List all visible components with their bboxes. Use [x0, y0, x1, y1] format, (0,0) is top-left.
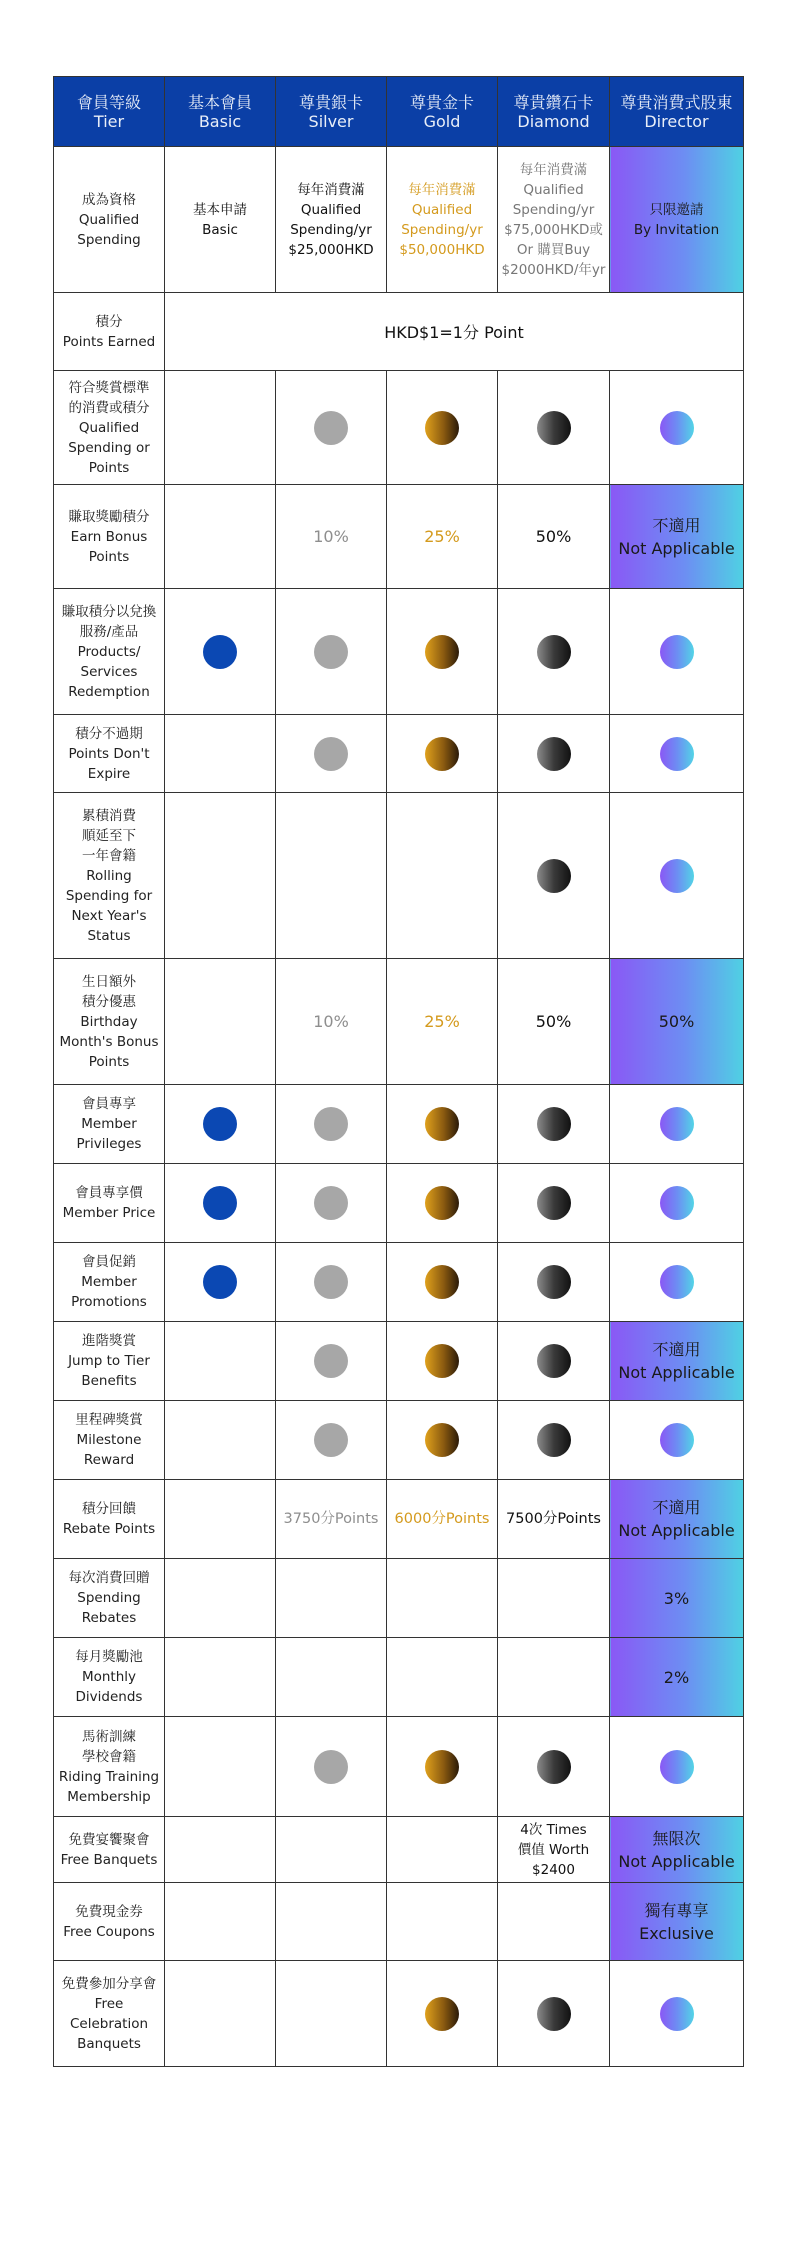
- diamond-tier-dot-icon: [537, 635, 571, 669]
- row-label: 馬術訓練 學校會籍 Riding Training Membership: [54, 1717, 165, 1817]
- basic-cell: [165, 793, 276, 959]
- table-row: [54, 1961, 744, 2067]
- director-cell: [610, 1164, 744, 1243]
- director-tier-dot-icon: [660, 1423, 694, 1457]
- row-label: 積分不過期 Points Don't Expire: [54, 715, 165, 793]
- diamond-tier-dot-icon: [537, 737, 571, 771]
- diamond-cell: [498, 371, 610, 485]
- director-tier-dot-icon: [660, 1997, 694, 2031]
- gold-tier-dot-icon: [425, 1423, 459, 1457]
- gold-cell: [387, 1817, 498, 1883]
- diamond-cell: [498, 1164, 610, 1243]
- silver-cell: [276, 589, 387, 715]
- director-cell: 3%: [610, 1559, 744, 1638]
- row-label: 進階獎賞 Jump to Tier Benefits: [54, 1322, 165, 1401]
- director-cell: 獨有專享 Exclusive: [610, 1883, 744, 1961]
- silver-tier-dot-icon: [314, 411, 348, 445]
- table-row: [54, 1243, 744, 1322]
- row-label: 會員專享 Member Privileges: [54, 1085, 165, 1164]
- points-earned-rate: HKD$1=1分 Point: [165, 293, 744, 371]
- table-row: [54, 589, 744, 715]
- header-diamond: 尊貴鑽石卡 Diamond: [498, 77, 610, 147]
- row-label: 會員促銷 Member Promotions: [54, 1243, 165, 1322]
- gold-tier-dot-icon: [425, 411, 459, 445]
- row-label: 符合獎賞標準 的消費或積分 Qualified Spending or Points: [54, 371, 165, 485]
- silver-cell: [276, 1638, 387, 1717]
- table-row: [54, 485, 744, 589]
- row-label: 會員專享價 Member Price: [54, 1164, 165, 1243]
- gold-cell: [387, 1961, 498, 2067]
- table-row: [54, 1559, 744, 1638]
- diamond-cell: [498, 1638, 610, 1717]
- basic-cell: 基本申請 Basic: [165, 147, 276, 293]
- table-row: [54, 959, 744, 1085]
- diamond-tier-dot-icon: [537, 1107, 571, 1141]
- silver-cell: 10%: [276, 959, 387, 1085]
- basic-cell: [165, 1480, 276, 1559]
- table-row: [54, 1638, 744, 1717]
- silver-tier-dot-icon: [314, 1186, 348, 1220]
- table-row: [54, 1401, 744, 1480]
- diamond-tier-dot-icon: [537, 1750, 571, 1784]
- header-director: 尊貴消費式股東 Director: [610, 77, 744, 147]
- gold-cell: 6000分Points: [387, 1480, 498, 1559]
- table-header-row: [54, 77, 744, 147]
- row-label: 里程碑獎賞 Milestone Reward: [54, 1401, 165, 1480]
- diamond-cell: 50%: [498, 485, 610, 589]
- diamond-cell: [498, 1322, 610, 1401]
- row-label: 成為資格 Qualified Spending: [54, 147, 165, 293]
- director-cell: 不適用 Not Applicable: [610, 1322, 744, 1401]
- director-tier-dot-icon: [660, 411, 694, 445]
- gold-cell: [387, 793, 498, 959]
- gold-cell: [387, 1638, 498, 1717]
- diamond-cell: [498, 1559, 610, 1638]
- gold-cell: [387, 1164, 498, 1243]
- director-tier-dot-icon: [660, 1265, 694, 1299]
- row-label: 每次消費回贈 Spending Rebates: [54, 1559, 165, 1638]
- basic-cell: [165, 589, 276, 715]
- gold-tier-dot-icon: [425, 1750, 459, 1784]
- gold-cell: 每年消費滿 Qualified Spending/yr $50,000HKD: [387, 147, 498, 293]
- row-label: 生日額外 積分優惠 Birthday Month's Bonus Points: [54, 959, 165, 1085]
- diamond-cell: [498, 1085, 610, 1164]
- silver-cell: [276, 1717, 387, 1817]
- row-label: 累積消費 順延至下 一年會籍 Rolling Spending for Next Year's Status: [54, 793, 165, 959]
- director-tier-dot-icon: [660, 1750, 694, 1784]
- gold-tier-dot-icon: [425, 1997, 459, 2031]
- diamond-cell: 每年消費滿 Qualified Spending/yr $75,000HKD或 Or 購買Buy $2000HKD/年yr: [498, 147, 610, 293]
- basic-cell: [165, 959, 276, 1085]
- director-tier-dot-icon: [660, 1186, 694, 1220]
- table-row: [54, 1883, 744, 1961]
- diamond-tier-dot-icon: [537, 411, 571, 445]
- silver-cell: [276, 793, 387, 959]
- table-row: [54, 1817, 744, 1883]
- director-cell: 只限邀請 By Invitation: [610, 147, 744, 293]
- row-label: 積分 Points Earned: [54, 293, 165, 371]
- director-tier-dot-icon: [660, 737, 694, 771]
- basic-tier-dot-icon: [203, 635, 237, 669]
- table-row: [54, 371, 744, 485]
- director-tier-dot-icon: [660, 635, 694, 669]
- basic-cell: [165, 1164, 276, 1243]
- basic-cell: [165, 1717, 276, 1817]
- gold-cell: [387, 1085, 498, 1164]
- gold-cell: [387, 589, 498, 715]
- silver-cell: [276, 1883, 387, 1961]
- silver-cell: [276, 1243, 387, 1322]
- silver-tier-dot-icon: [314, 1344, 348, 1378]
- gold-cell: [387, 1322, 498, 1401]
- row-label: 賺取獎勵積分 Earn Bonus Points: [54, 485, 165, 589]
- silver-cell: [276, 371, 387, 485]
- director-cell: [610, 1085, 744, 1164]
- basic-cell: [165, 1401, 276, 1480]
- diamond-cell: [498, 1717, 610, 1817]
- silver-cell: 10%: [276, 485, 387, 589]
- gold-cell: 25%: [387, 485, 498, 589]
- row-label: 免費現金券 Free Coupons: [54, 1883, 165, 1961]
- basic-cell: [165, 1961, 276, 2067]
- diamond-tier-dot-icon: [537, 1423, 571, 1457]
- gold-tier-dot-icon: [425, 635, 459, 669]
- director-cell: 50%: [610, 959, 744, 1085]
- diamond-tier-dot-icon: [537, 1997, 571, 2031]
- gold-tier-dot-icon: [425, 1107, 459, 1141]
- membership-tier-table: [53, 76, 744, 2067]
- header-basic: 基本會員 Basic: [165, 77, 276, 147]
- gold-tier-dot-icon: [425, 737, 459, 771]
- silver-cell: 3750分Points: [276, 1480, 387, 1559]
- director-tier-dot-icon: [660, 1107, 694, 1141]
- silver-cell: [276, 1085, 387, 1164]
- silver-tier-dot-icon: [314, 1107, 348, 1141]
- basic-tier-dot-icon: [203, 1186, 237, 1220]
- director-cell: [610, 1243, 744, 1322]
- basic-tier-dot-icon: [203, 1265, 237, 1299]
- silver-tier-dot-icon: [314, 1423, 348, 1457]
- basic-cell: [165, 1559, 276, 1638]
- basic-cell: [165, 1817, 276, 1883]
- table-row: [54, 1480, 744, 1559]
- silver-tier-dot-icon: [314, 1750, 348, 1784]
- director-cell: [610, 589, 744, 715]
- diamond-cell: 4次 Times 價值 Worth $2400: [498, 1817, 610, 1883]
- row-label: 賺取積分以兌換 服務/產品 Products/ Services Redemption: [54, 589, 165, 715]
- table-row: [54, 715, 744, 793]
- table-row: [54, 1717, 744, 1817]
- diamond-cell: [498, 1883, 610, 1961]
- director-cell: [610, 371, 744, 485]
- gold-tier-dot-icon: [425, 1344, 459, 1378]
- director-cell: [610, 715, 744, 793]
- basic-cell: [165, 485, 276, 589]
- basic-cell: [165, 1243, 276, 1322]
- director-cell: [610, 1401, 744, 1480]
- diamond-cell: 50%: [498, 959, 610, 1085]
- gold-tier-dot-icon: [425, 1265, 459, 1299]
- director-cell: [610, 793, 744, 959]
- gold-cell: [387, 1717, 498, 1817]
- basic-cell: [165, 1322, 276, 1401]
- basic-cell: [165, 1883, 276, 1961]
- director-cell: 2%: [610, 1638, 744, 1717]
- diamond-tier-dot-icon: [537, 859, 571, 893]
- diamond-tier-dot-icon: [537, 1186, 571, 1220]
- director-cell: [610, 1961, 744, 2067]
- table-row: [54, 147, 744, 293]
- silver-cell: [276, 1401, 387, 1480]
- header-silver: 尊貴銀卡 Silver: [276, 77, 387, 147]
- silver-cell: [276, 715, 387, 793]
- row-label: 積分回饋 Rebate Points: [54, 1480, 165, 1559]
- table-row: [54, 793, 744, 959]
- row-label: 每月獎勵池 Monthly Dividends: [54, 1638, 165, 1717]
- row-label: 免費宴饗聚會 Free Banquets: [54, 1817, 165, 1883]
- silver-cell: [276, 1164, 387, 1243]
- diamond-cell: [498, 793, 610, 959]
- gold-cell: [387, 371, 498, 485]
- gold-cell: [387, 1243, 498, 1322]
- basic-tier-dot-icon: [203, 1107, 237, 1141]
- silver-tier-dot-icon: [314, 737, 348, 771]
- diamond-cell: [498, 1401, 610, 1480]
- director-cell: 不適用 Not Applicable: [610, 1480, 744, 1559]
- table-row: [54, 1085, 744, 1164]
- silver-cell: [276, 1817, 387, 1883]
- silver-cell: [276, 1961, 387, 2067]
- header-tier: 會員等級 Tier: [54, 77, 165, 147]
- gold-cell: 25%: [387, 959, 498, 1085]
- silver-cell: [276, 1559, 387, 1638]
- director-tier-dot-icon: [660, 859, 694, 893]
- table-row: [54, 1164, 744, 1243]
- gold-tier-dot-icon: [425, 1186, 459, 1220]
- gold-cell: [387, 1883, 498, 1961]
- diamond-tier-dot-icon: [537, 1344, 571, 1378]
- director-cell: [610, 1717, 744, 1817]
- diamond-cell: 7500分Points: [498, 1480, 610, 1559]
- diamond-tier-dot-icon: [537, 1265, 571, 1299]
- silver-tier-dot-icon: [314, 635, 348, 669]
- gold-cell: [387, 715, 498, 793]
- table-row: [54, 293, 744, 371]
- basic-cell: [165, 1638, 276, 1717]
- table-row: [54, 1322, 744, 1401]
- diamond-cell: [498, 589, 610, 715]
- director-cell: 不適用 Not Applicable: [610, 485, 744, 589]
- basic-cell: [165, 1085, 276, 1164]
- silver-tier-dot-icon: [314, 1265, 348, 1299]
- diamond-cell: [498, 715, 610, 793]
- diamond-cell: [498, 1243, 610, 1322]
- director-cell: 無限次 Not Applicable: [610, 1817, 744, 1883]
- row-label: 免費參加分享會 Free Celebration Banquets: [54, 1961, 165, 2067]
- silver-cell: [276, 1322, 387, 1401]
- diamond-cell: [498, 1961, 610, 2067]
- gold-cell: [387, 1401, 498, 1480]
- header-gold: 尊貴金卡 Gold: [387, 77, 498, 147]
- silver-cell: 每年消費滿 Qualified Spending/yr $25,000HKD: [276, 147, 387, 293]
- gold-cell: [387, 1559, 498, 1638]
- basic-cell: [165, 371, 276, 485]
- basic-cell: [165, 715, 276, 793]
